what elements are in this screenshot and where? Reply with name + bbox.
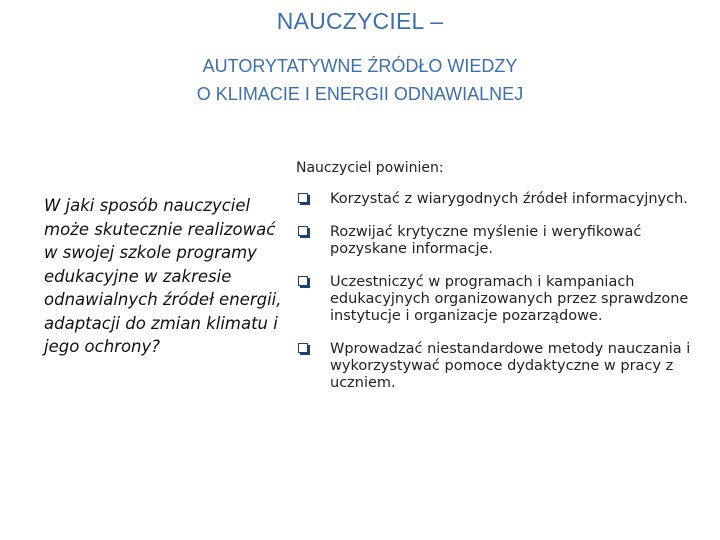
list-item-text: Wprowadzać niestandardowe metody nauczania i wykorzystywać pomoce dydaktyczne w pracy z uczniem.: [330, 341, 691, 391]
square-bullet-icon: [298, 276, 308, 286]
right-column-heading: Nauczyciel powinien:: [296, 160, 444, 176]
square-bullet-icon: [298, 343, 308, 353]
recommendations-list: [296, 191, 706, 408]
list-item: [296, 191, 706, 208]
square-bullet-icon: [298, 193, 308, 203]
square-bullet-icon: [298, 226, 308, 236]
slide-subtitle: [0, 52, 720, 108]
slide-title: NAUCZYCIEL –: [276, 8, 444, 34]
list-item-text: Uczestniczyć w programach i kampaniach edukacyjnych organizowanych przez sprawdzone instytucje i organizacje pozarządowe.: [330, 274, 689, 324]
list-item: [296, 274, 706, 325]
list-item-text: Rozwijać krytyczne myślenie i weryfikować pozyskane informacje.: [330, 224, 642, 257]
question-text: W jaki sposób nauczyciel może skutecznie realizować w swojej szkole programy edukacyjne w zakresie odnawialnych źródeł energii, adaptacji do zmian klimatu i jego ochrony?: [44, 196, 282, 356]
subtitle-line-2: O KLIMACIE I ENERGII ODNAWIALNEJ: [196, 84, 524, 104]
subtitle-line-1: AUTORYTATYWNE ŹRÓDŁO WIEDZY: [202, 56, 518, 76]
list-item: [296, 341, 706, 392]
list-item: [296, 224, 706, 258]
list-item-text: Korzystać z wiarygodnych źródeł informacyjnych.: [330, 191, 688, 207]
